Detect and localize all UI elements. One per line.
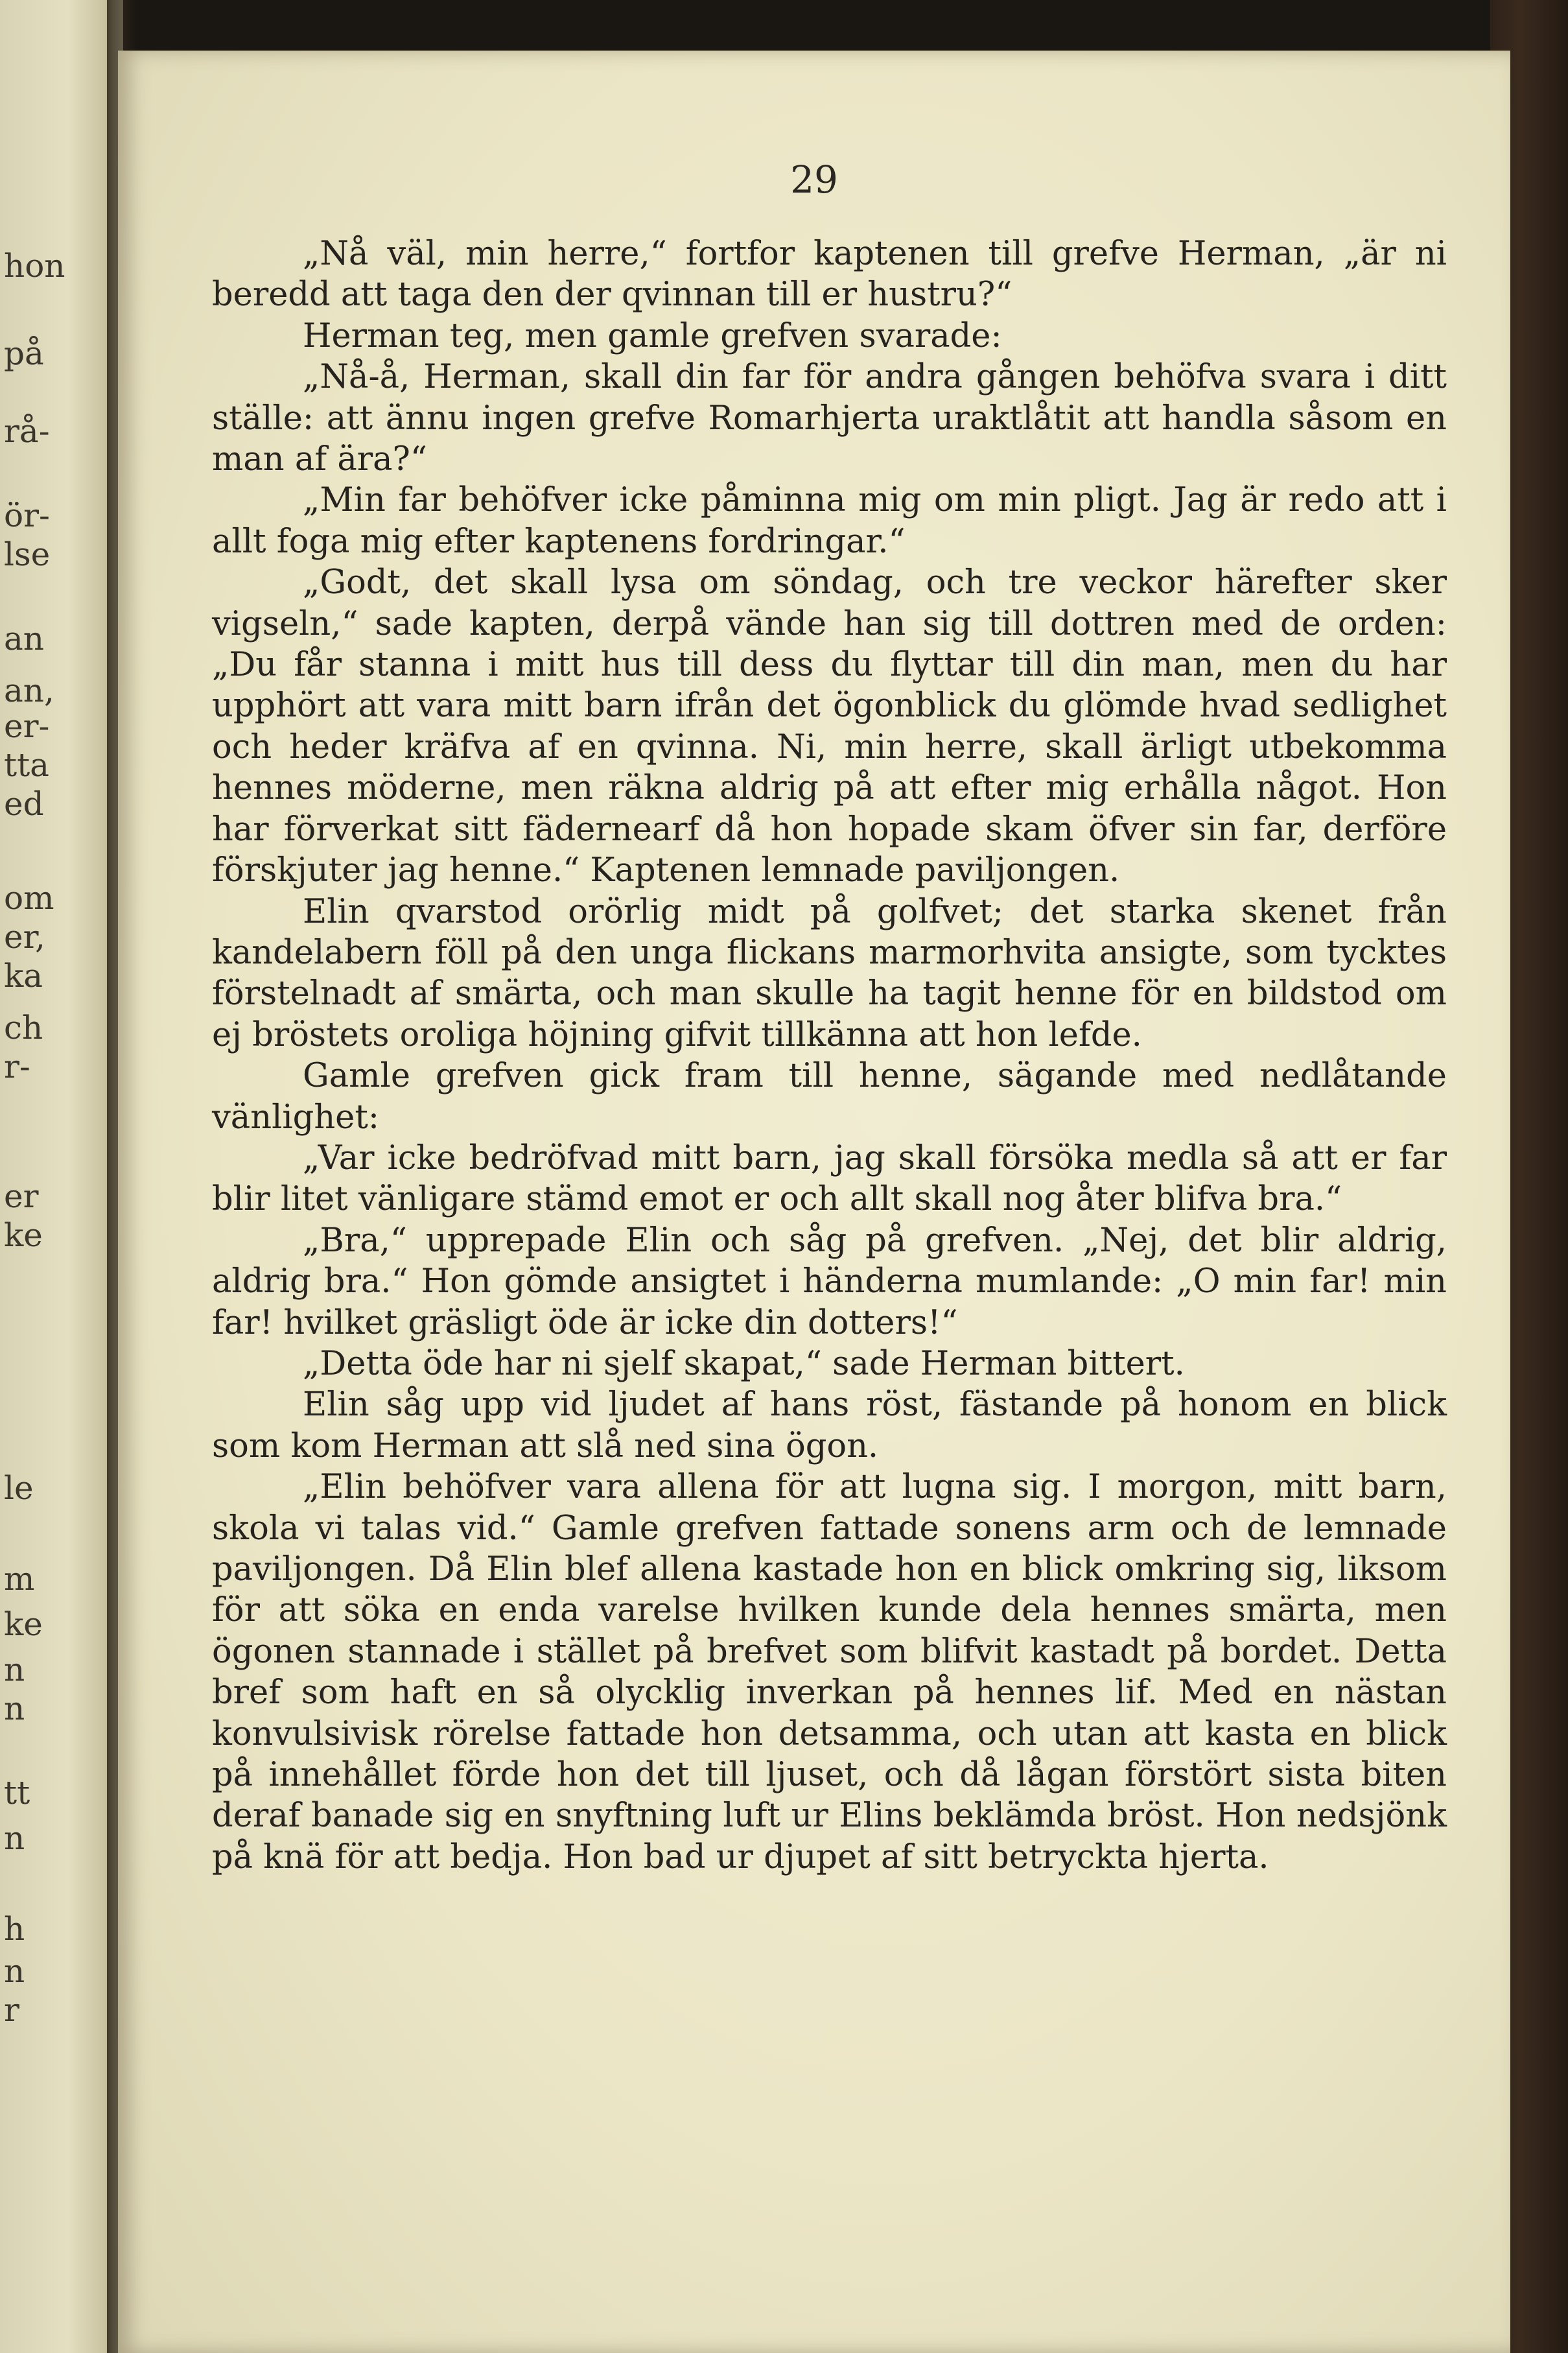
facing-page-fragment: rå- <box>4 412 50 450</box>
facing-page-fragment: er- <box>4 707 50 745</box>
page-body <box>212 233 1447 1878</box>
facing-page-fragment: ke <box>4 1216 43 1254</box>
facing-page-fragment: ka <box>4 957 43 995</box>
facing-page-fragment: på <box>4 335 44 372</box>
paragraph: „Nå-å, Herman, skall din far för andra gången behöfva svara i ditt ställe: att ännu ingen grefve Romarhjerta uraktlåtit att handla såsom en man af ära?“ <box>212 358 1447 479</box>
facing-page-fragment: an, <box>4 672 54 709</box>
facing-page-fragment: ke <box>4 1605 43 1643</box>
paragraph: „Min far behöfver icke påminna mig om min pligt. Jag är redo att i allt foga mig efter kaptenens fordringar.“ <box>212 481 1447 561</box>
facing-page-fragment: tt <box>4 1774 30 1812</box>
facing-page-fragment: n <box>4 1819 25 1857</box>
book-page <box>118 51 1510 2353</box>
paragraph: „Elin behöfver vara allena för att lugna sig. I morgon, mitt barn, skola vi talas vid.“ Gamle grefven fattade sonens arm och de lemnade paviljongen. Då Elin blef allena kastade hon en blick omkring sig, liksom för att söka en enda varelse hvilken kunde dela hennes smärta, men ögonen stannade i stället på brefvet som blifvit kastadt på bordet. Detta bref som haft en så olycklig inverkan på hennes lif. Med en nästan konvulsivisk rörelse fattade hon detsamma, och utan att kasta en blick på innehållet förde hon det till ljuset, och då lågan förstört sista biten deraf banade sig en snyftning luft ur Elins beklämda bröst. Hon nedsjönk på knä för att bedja. Hon bad ur djupet af sitt betryckta hjerta. <box>212 1468 1447 1876</box>
facing-page-fragment: er <box>4 1177 39 1215</box>
paragraph: Gamle grefven gick fram till henne, sägande med nedlåtande vänlighet: <box>212 1057 1447 1137</box>
facing-page-fragment: r <box>4 1991 19 2029</box>
paragraph: „Godt, det skall lysa om söndag, och tre veckor härefter sker vigseln,“ sade kapten, derpå vände han sig till dottren med de orden: „Du får stanna i mitt hus till dess du flyttar till din man, men du har upphört att vara mitt barn ifrån det ögonblick du glömde hvad sedlighet och heder kräfva af en qvinna. Ni, min herre, skall ärligt utbekomma hennes möderne, men räkna aldrig på att efter mig erhålla något. Hon har förverkat sitt fädernearf då hon hopade skam öfver sin far, derföre förskjuter jag henne.“ Kaptenen lemnade paviljongen. <box>212 563 1447 890</box>
facing-page-fragment: tta <box>4 746 49 784</box>
facing-page <box>0 0 123 2353</box>
facing-page-fragment: r- <box>4 1048 30 1085</box>
facing-page-fragment: er, <box>4 918 45 956</box>
facing-page-fragment: ch <box>4 1009 43 1046</box>
paragraph: „Var icke bedröfvad mitt barn, jag skall försöka medla så att er far blir litet vänligare stämd emot er och allt skall nog åter blifva bra.“ <box>212 1139 1447 1219</box>
facing-page-fragment: m <box>4 1560 35 1598</box>
paragraph: Elin qvarstod orörlig midt på golfvet; det starka skenet från kandelabern föll på den unga flickans marmorhvita ansigte, som tycktes förstelnadt af smärta, och man skulle ha tagit henne för en bildstod om ej bröstets oroliga höjning gifvit tillkänna att hon lefde. <box>212 892 1447 1054</box>
facing-page-fragment: lse <box>4 536 51 573</box>
facing-page-fragment: n <box>4 1690 25 1727</box>
paragraph: „Nå väl, min herre,“ fortfor kaptenen till grefve Herman, „är ni beredd att taga den der qvinnan till er hustru?“ <box>212 235 1447 314</box>
facing-page-fragment: ed <box>4 785 44 823</box>
facing-page-fragment: n <box>4 1651 25 1688</box>
facing-page-fragment: om <box>4 879 54 917</box>
paragraph: Herman teg, men gamle grefven svarade: <box>303 316 1002 355</box>
paragraph: „Bra,“ upprepade Elin och såg på grefven. „Nej, det blir aldrig, aldrig bra.“ Hon gömde ansigtet i händerna mumlande: „O min far! min far! hvilket gräsligt öde är icke din dotters!“ <box>212 1221 1447 1342</box>
facing-page-fragment: ör- <box>4 497 50 534</box>
facing-page-fragment: le <box>4 1469 34 1507</box>
facing-page-fragment: h <box>4 1910 25 1948</box>
facing-page-fragment: an <box>4 620 45 657</box>
paragraph: „Detta öde har ni sjelf skapat,“ sade Herman bittert. <box>303 1344 1185 1383</box>
page-number: 29 <box>790 158 838 202</box>
facing-page-fragment: n <box>4 1952 25 1990</box>
paragraph: Elin såg upp vid ljudet af hans röst, fästande på honom en blick som kom Herman att slå ned sina ögon. <box>212 1386 1447 1465</box>
facing-page-fragment: hon <box>4 247 65 285</box>
